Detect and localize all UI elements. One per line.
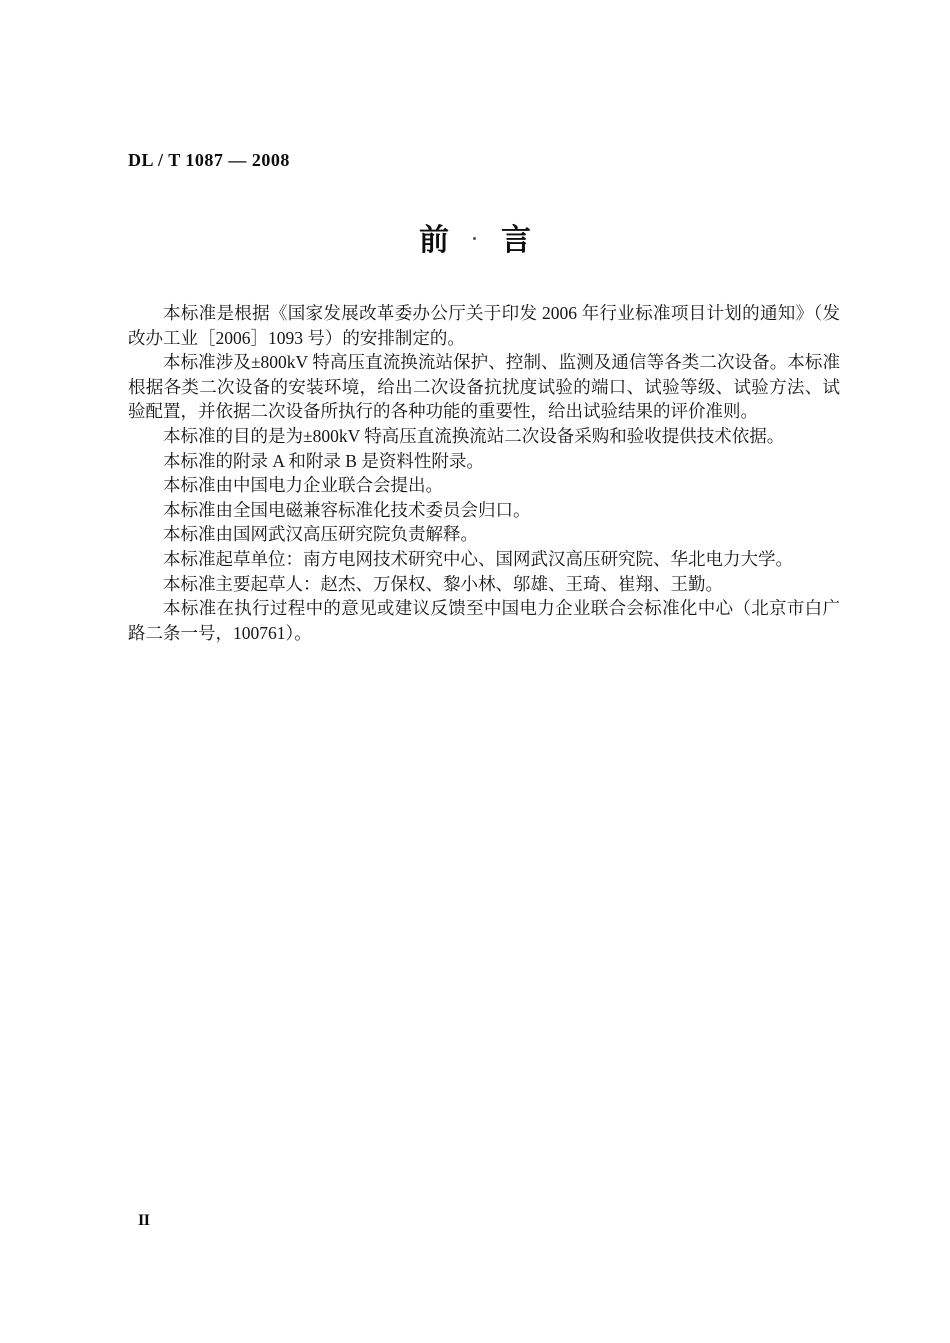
paragraph-drafting-organizations: 本标准起草单位：南方电网技术研究中心、国网武汉高压研究院、华北电力大学。 bbox=[163, 548, 793, 569]
page-title bbox=[0, 224, 950, 258]
title-gap bbox=[449, 228, 501, 258]
title-char-qian: 前 bbox=[419, 224, 449, 257]
foreword-body bbox=[128, 301, 840, 645]
paragraph-feedback: 本标准在执行过程中的意见或建议反馈至中国电力企业联合会标准化中心（北京市白广路二条一号，100761）。 bbox=[128, 598, 840, 643]
paragraph-drafters: 本标准主要起草人：赵杰、万保权、黎小林、邬雄、王琦、崔翔、王勤。 bbox=[163, 573, 723, 594]
standard-code: DL / T 1087 — 2008 bbox=[128, 150, 290, 170]
paragraph-basis: 本标准是根据《国家发展改革委办公厅关于印发 2006 年行业标准项目计划的通知》（发改办工业［2006］1093 号）的安排制定的。 bbox=[128, 303, 840, 348]
paragraph-scope: 本标准涉及±800kV 特高压直流换流站保护、控制、监测及通信等各类二次设备。本标准根据各类二次设备的安装环境，给出二次设备抗扰度试验的端口、试验等级、试验方法、试验配置，并依据二次设备所执行的各种功能的重要性，给出试验结果的评价准则。 bbox=[128, 352, 840, 422]
page-number: II bbox=[138, 1212, 150, 1229]
paragraph-proposer: 本标准由中国电力企业联合会提出。 bbox=[163, 475, 443, 496]
paragraph-appendices: 本标准的附录 A 和附录 B 是资料性附录。 bbox=[163, 450, 484, 471]
paragraph-centralized-by: 本标准由全国电磁兼容标准化技术委员会归口。 bbox=[163, 499, 531, 520]
scan-artifact-dot bbox=[473, 237, 476, 240]
paragraph-purpose: 本标准的目的是为±800kV 特高压直流换流站二次设备采购和验收提供技术依据。 bbox=[163, 425, 785, 446]
paragraph-interpreter: 本标准由国网武汉高压研究院负责解释。 bbox=[163, 524, 478, 545]
title-char-yan: 言 bbox=[501, 224, 531, 257]
